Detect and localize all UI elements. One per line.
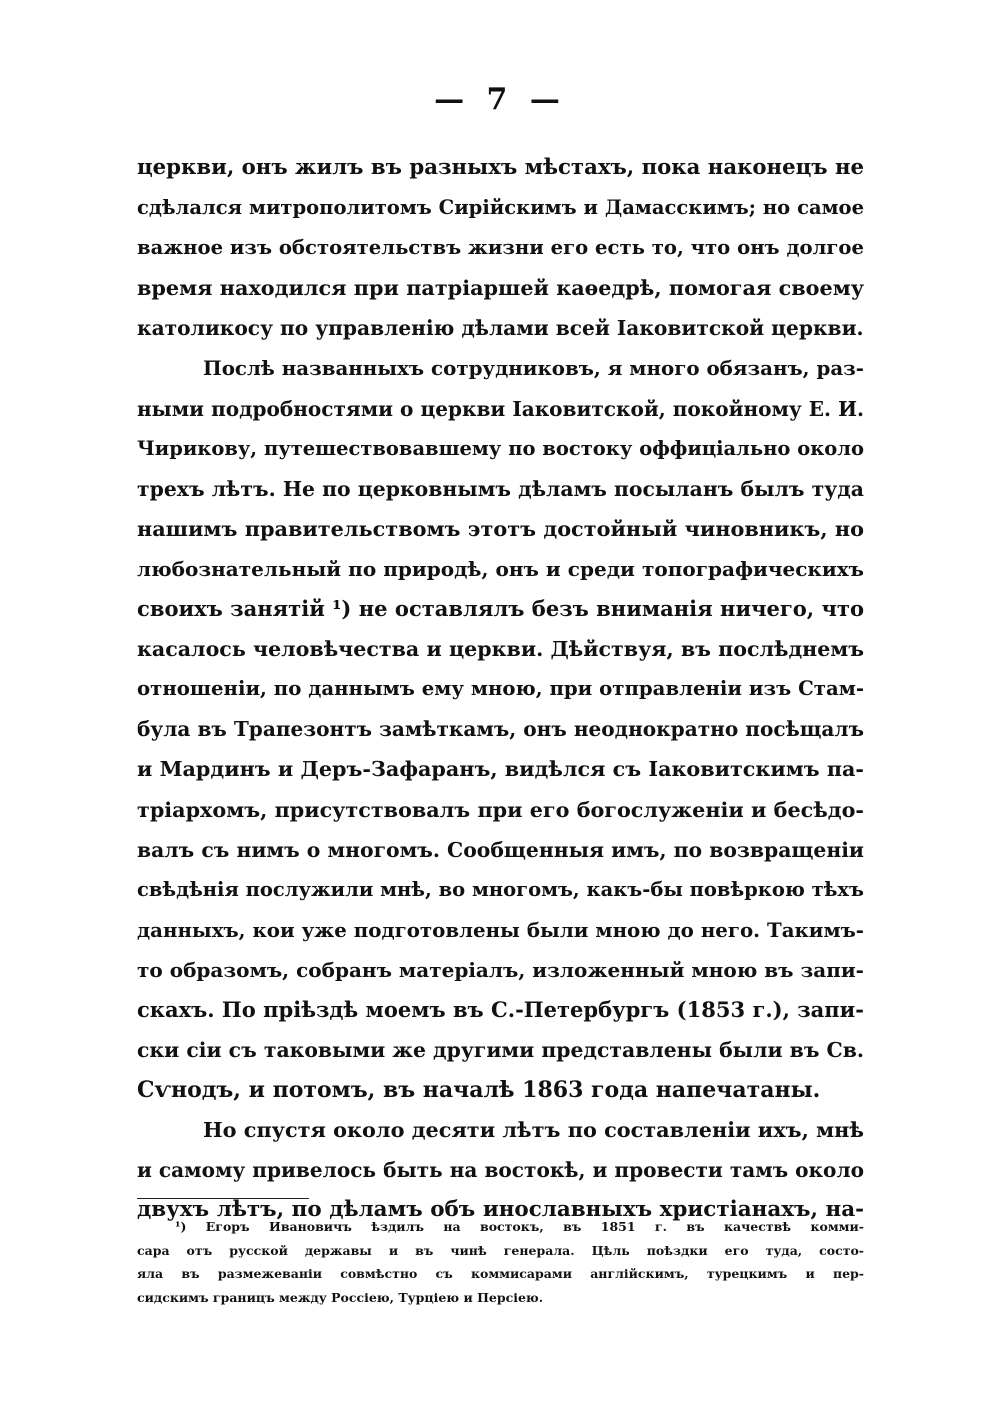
footnote-divider bbox=[137, 1198, 309, 1199]
text-line: Но спустя около десяти лѣтъ по составленіи ихъ, мнѣ bbox=[203, 1117, 864, 1143]
text-line: Чирикову, путешествовавшему по востоку оффиціально около bbox=[137, 436, 864, 460]
text-line: данныхъ, кои уже подготовлены были мною до него. Такимъ- bbox=[137, 917, 864, 942]
text-line: Сѵнодъ, и потомъ, въ началѣ 1863 года напечатаны. bbox=[137, 1077, 821, 1104]
text-line: двухъ лѣтъ, по дѣламъ объ инославныхъ христіанахъ, на- bbox=[137, 1197, 864, 1223]
footnote-line: сара отъ русской державы и въ чинѣ генерала. Цѣль поѣздки его туда, состо- bbox=[137, 1242, 864, 1258]
text-line: Послѣ названныхъ сотрудниковъ, я много обязанъ, раз- bbox=[203, 356, 864, 381]
text-line: католикосу по управленію дѣлами всей Іаковитской церкви. bbox=[137, 316, 864, 341]
footnote-line: ¹) Егоръ Ивановичъ ѣздилъ на востокъ, въ 1851 г. въ качествѣ комми- bbox=[175, 1219, 864, 1234]
text-line: ными подробностями о церкви Іаковитской, покойному Е. И. bbox=[137, 396, 864, 421]
text-line: нашимъ правительствомъ этотъ достойный чиновникъ, но bbox=[137, 515, 864, 541]
text-line: була въ Трапезонтъ замѣткамъ, онъ неоднократно посѣщалъ bbox=[137, 717, 864, 742]
text-line: трехъ лѣтъ. Не по церковнымъ дѣламъ посыланъ былъ туда bbox=[137, 476, 864, 501]
text-line: валъ съ нимъ о многомъ. Сообщенныя имъ, по возвращеніи bbox=[137, 837, 864, 862]
text-line: церкви, онъ жилъ въ разныхъ мѣстахъ, пока наконецъ не bbox=[137, 155, 864, 180]
page-number: — 7 — bbox=[434, 82, 566, 117]
text-line: отношеніи, по даннымъ ему мною, при отправленіи изъ Стам- bbox=[137, 677, 864, 701]
footnote bbox=[137, 1215, 864, 1309]
text-line: то образомъ, собранъ матеріалъ, изложенный мною въ запи- bbox=[137, 957, 864, 982]
text-line: касалось человѣчества и церкви. Дѣйствуя, въ послѣднемъ bbox=[137, 637, 864, 662]
text-line: время находился при патріаршей каѳедрѣ, помогая своему bbox=[137, 276, 864, 301]
text-line: сдѣлался митрополитомъ Сирійскимъ и Дамасскимъ; но самое bbox=[137, 196, 864, 220]
text-line: важное изъ обстоятельствъ жизни его есть то, что онъ долгое bbox=[137, 236, 864, 260]
footnote-line: сидскимъ границъ между Россіею, Турціею и Персіею. bbox=[137, 1289, 544, 1305]
text-line: скахъ. По пріѣздѣ моемъ въ С.-Петербургъ (1853 г.), запи- bbox=[137, 996, 864, 1022]
text-line: тріархомъ, присутствовалъ при его богослуженіи и бесѣдо- bbox=[137, 797, 864, 822]
text-line: своихъ занятій ¹) не оставлялъ безъ вниманія ничего, что bbox=[137, 596, 864, 622]
text-line: и самому привелось быть на востокѣ, и провести тамъ около bbox=[137, 1158, 864, 1183]
footnote-line: яла въ размежеваніи совмѣстно съ коммисарами англійскимъ, турецкимъ и пер- bbox=[137, 1266, 864, 1282]
text-line: свѣдѣнія послужили мнѣ, во многомъ, какъ-бы повѣркою тѣхъ bbox=[137, 877, 864, 901]
body-text bbox=[137, 148, 864, 1231]
text-line: любознательный по природѣ, онъ и среди топографическихъ bbox=[137, 556, 864, 581]
text-line: и Мардинъ и Деръ-Зафаранъ, видѣлся съ Іаковитскимъ па- bbox=[137, 757, 864, 782]
text-line: ски сіи съ таковыми же другими представлены были въ Св. bbox=[137, 1038, 864, 1063]
